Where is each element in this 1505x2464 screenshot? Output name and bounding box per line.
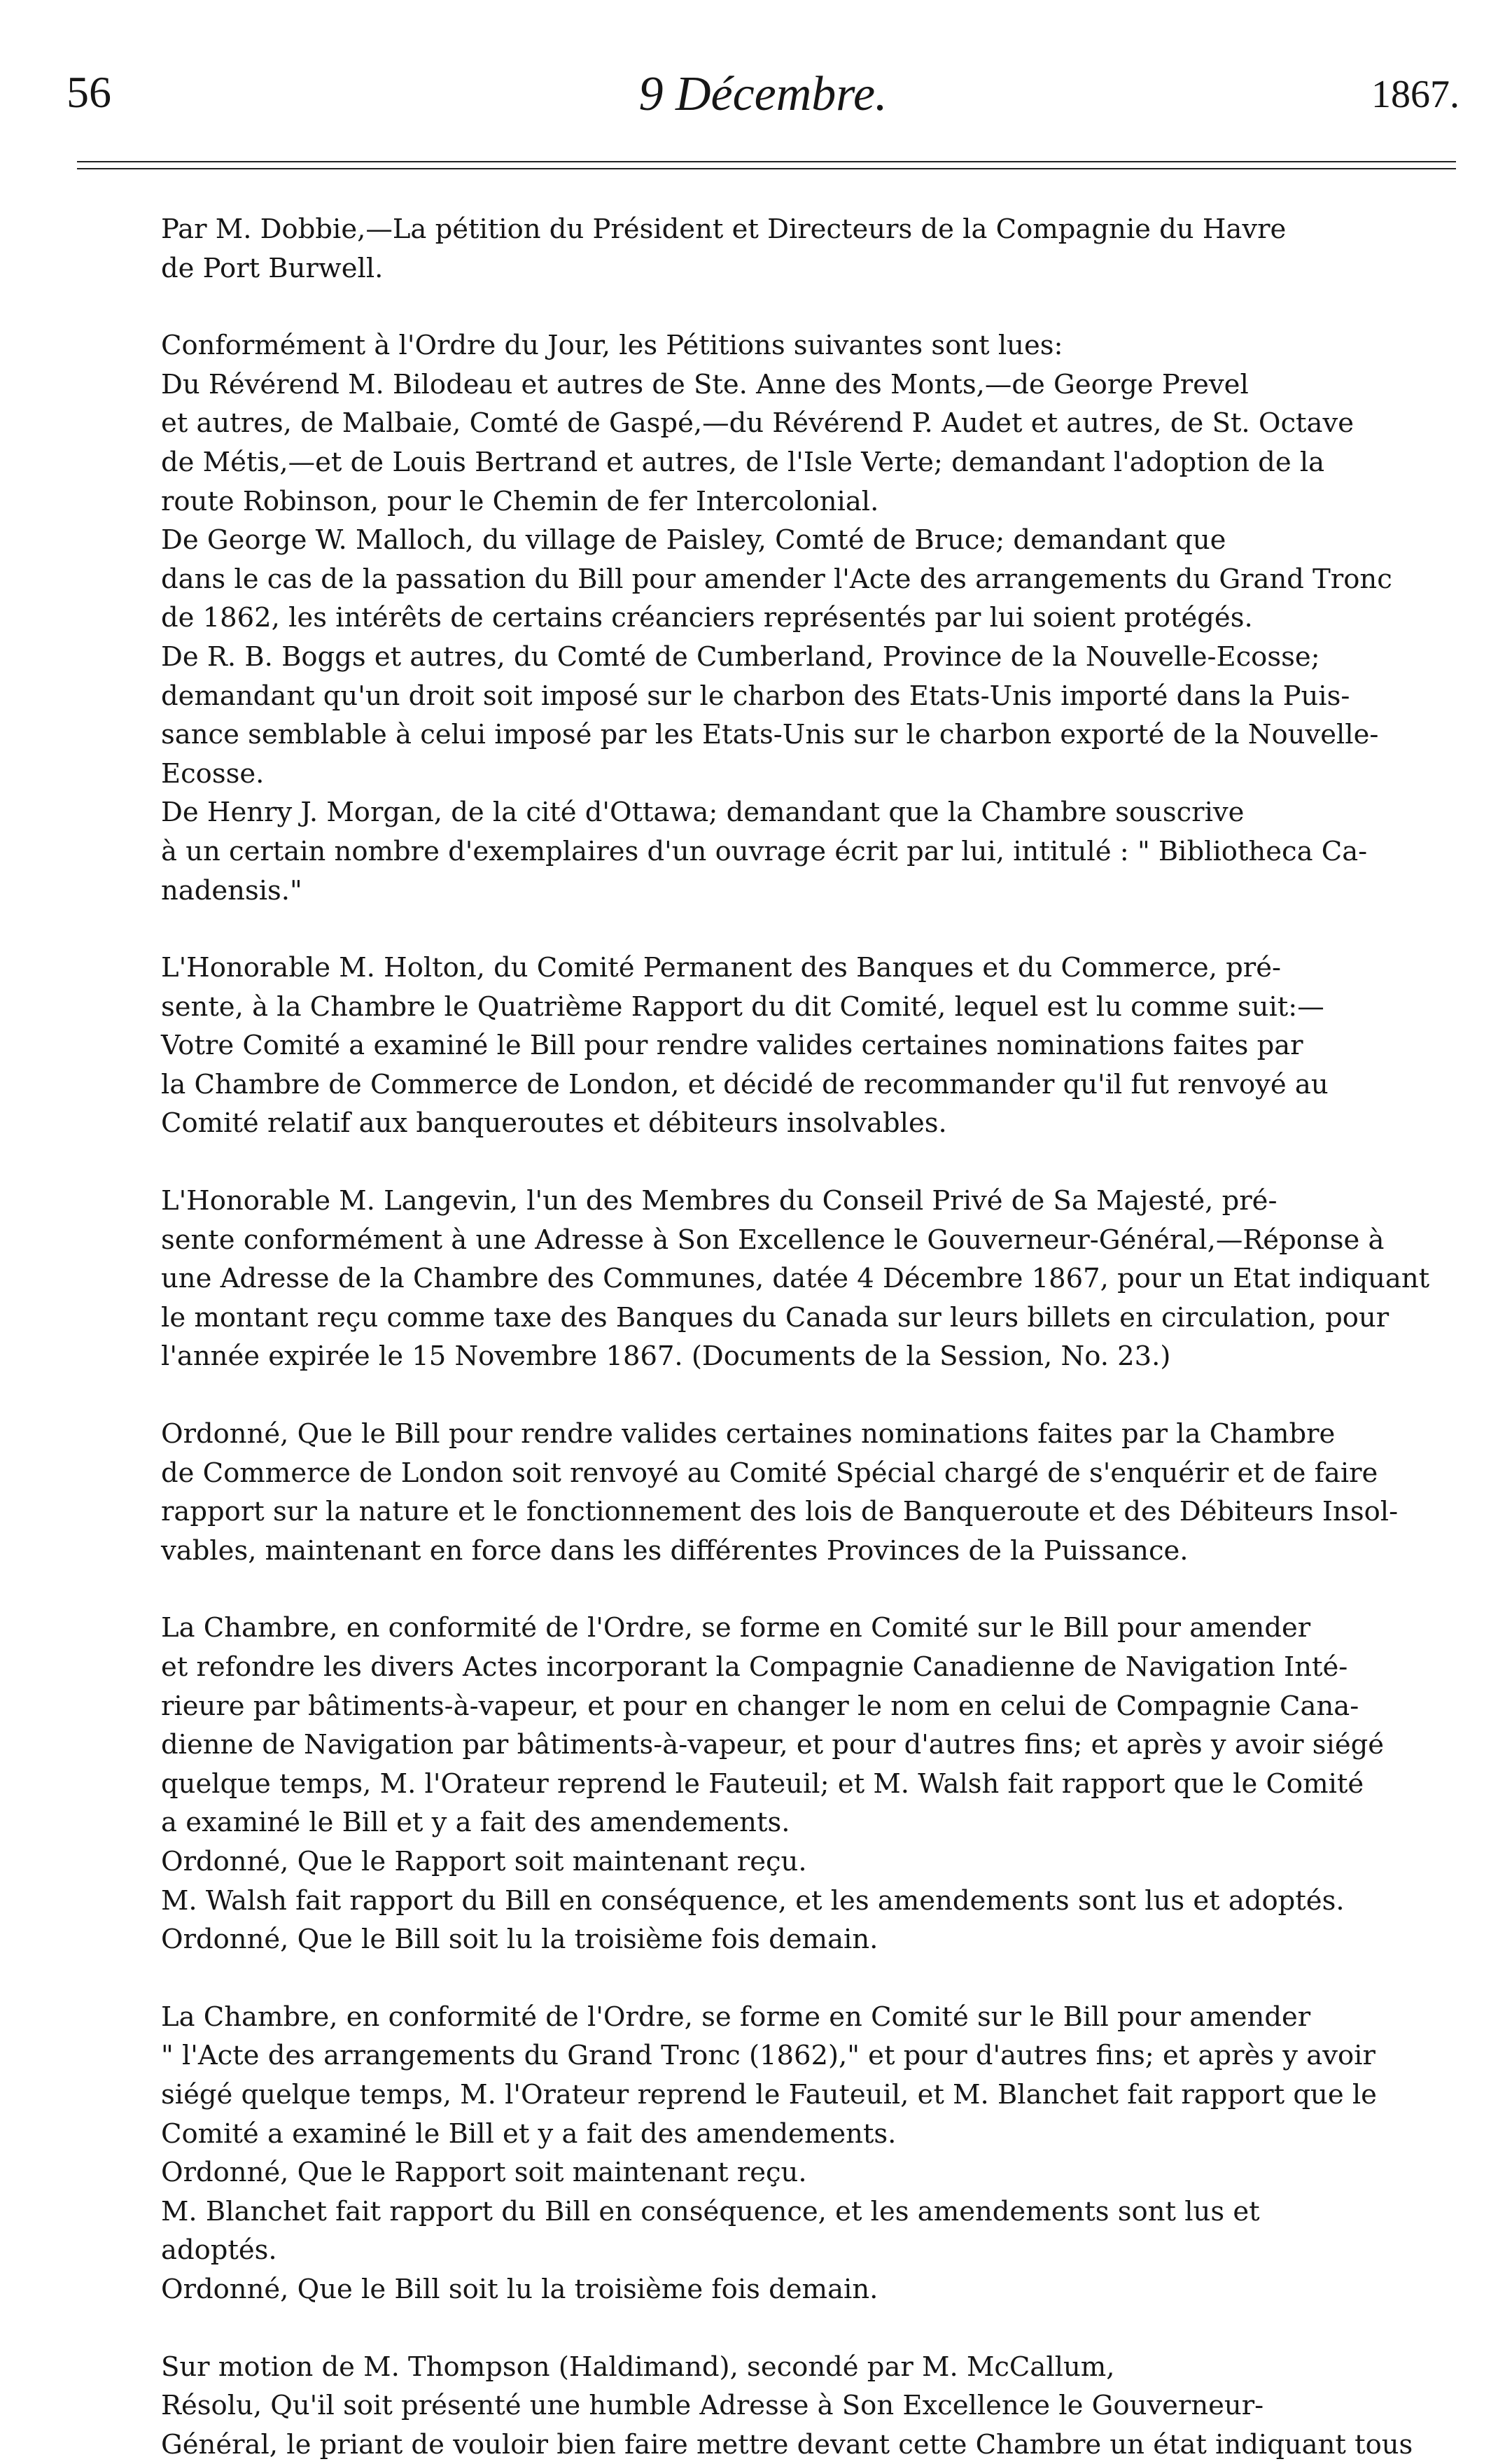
petitions-read <box>84 326 1438 521</box>
text-line: rieure par bâtiments-à-vapeur, et pour en changer le nom en celui de Compagnie Cana- <box>161 1690 1359 1722</box>
text-line: Ordonné, Que le Rapport soit maintenant reçu. <box>161 2157 807 2189</box>
journal-body <box>84 210 1438 2464</box>
text-line: quelque temps, M. l'Orateur reprend le Fauteuil; et M. Walsh fait rapport que le Comité <box>161 1768 1364 1800</box>
running-head-date: 9 Décembre. <box>638 67 888 121</box>
petition-boggs <box>84 638 1438 793</box>
text-line: M. Blanchet fait rapport du Bill en conséquence, et les amendements sont lus et <box>161 2195 1260 2227</box>
text-line: La Chambre, en conformité de l'Ordre, se forme en Comité sur le Bill pour amender <box>161 2001 1311 2033</box>
text-line: le montant reçu comme taxe des Banques du Canada sur leurs billets en circulation, pour <box>161 1301 1390 1334</box>
grand-trunk-bill-committee <box>84 1998 1438 2153</box>
text-line: rapport sur la nature et le fonctionnement des lois de Banqueroute et des Débiteurs Insol- <box>161 1496 1399 1528</box>
holton-report-intro <box>84 948 1438 1026</box>
langevin-return <box>84 1182 1438 1376</box>
text-line: et refondre les divers Actes incorporant la Compagnie Canadienne de Navigation Inté- <box>161 1651 1348 1683</box>
order-third-reading <box>84 2270 1438 2309</box>
text-line: dienne de Navigation par bâtiments-à-vapeur, et pour d'autres fins; et après y avoir siégé <box>161 1729 1385 1761</box>
text-line: et autres, de Malbaie, Comté de Gaspé,—du Révérend P. Audet et autres, de St. Octave <box>161 407 1354 440</box>
resolution-address <box>84 2386 1438 2464</box>
text-line: Ordonné, Que le Bill pour rendre valides certaines nominations faites par la Chambre <box>161 1418 1336 1450</box>
walsh-report <box>84 1882 1438 1921</box>
petition-malloch <box>84 521 1438 638</box>
text-line: adoptés. <box>161 2234 277 2267</box>
text-line: M. Walsh fait rapport du Bill en conséquence, et les amendements sont lus et adoptés. <box>161 1884 1345 1917</box>
text-line: Par M. Dobbie,—La pétition du Président et Directeurs de la Compagnie du Havre <box>161 214 1287 245</box>
text-line: Ordonné, Que le Rapport soit maintenant reçu. <box>161 1845 807 1877</box>
committee-report <box>84 1026 1438 1143</box>
running-head-year: 1867. <box>1371 73 1460 116</box>
text-line: a examiné le Bill et y a fait des amendements. <box>161 1807 790 1839</box>
text-line: sance semblable à celui imposé par les Etats-Unis sur le charbon exporté de la Nouvelle- <box>161 719 1379 751</box>
text-line: sente, à la Chambre le Quatrième Rapport du dit Comité, lequel est lu comme suit:— <box>161 990 1324 1023</box>
page-header <box>66 66 1460 130</box>
blanchet-report <box>84 2192 1438 2270</box>
text-line: Résolu, Qu'il soit présenté une humble Adresse à Son Excellence le Gouverneur- <box>161 2390 1264 2422</box>
text-line: une Adresse de la Chambre des Communes, datée 4 Décembre 1867, pour un Etat indiquant <box>161 1263 1430 1295</box>
text-line: De George W. Malloch, du village de Paisley, Comté de Bruce; demandant que <box>161 524 1226 556</box>
text-line: siégé quelque temps, M. l'Orateur reprend le Fauteuil, et M. Blanchet fait rapport que le <box>161 2078 1377 2110</box>
text-line: dans le cas de la passation du Bill pour amender l'Acte des arrangements du Grand Tronc <box>161 563 1392 595</box>
text-line: demandant qu'un droit soit imposé sur le charbon des Etats-Unis importé dans la Puis- <box>161 680 1350 712</box>
text-line: nadensis." <box>161 874 302 906</box>
text-line: Votre Comité a examiné le Bill pour rendre valides certaines nominations faites par <box>161 1030 1303 1062</box>
thompson-motion <box>84 2348 1438 2387</box>
text-line: à un certain nombre d'exemplaires d'un ouvrage écrit par lui, intitulé : " Bibliotheca Ca- <box>161 835 1368 867</box>
text-line: de Port Burwell. <box>161 252 384 284</box>
text-line: Conformément à l'Ordre du Jour, les Pétitions suivantes sont lues: <box>161 330 1063 362</box>
page-number: 56 <box>66 67 111 117</box>
text-line: l'année expirée le 15 Novembre 1867. (Documents de la Session, No. 23.) <box>161 1340 1171 1373</box>
text-line: La Chambre, en conformité de l'Ordre, se forme en Comité sur le Bill pour amender <box>161 1612 1311 1644</box>
header-rule-bottom <box>77 168 1456 169</box>
petition-dobbie <box>84 210 1438 288</box>
navigation-bill-committee <box>84 1609 1438 1842</box>
text-line: Ecosse. <box>161 757 265 790</box>
header-rule-top <box>77 161 1456 162</box>
text-line: L'Honorable M. Langevin, l'un des Membres du Conseil Privé de Sa Majesté, pré- <box>161 1185 1278 1217</box>
order-report-received <box>84 1842 1438 1882</box>
text-line: la Chambre de Commerce de London, et décidé de recommander qu'il fut renvoyé au <box>161 1068 1329 1100</box>
text-line: Comité relatif aux banqueroutes et débiteurs insolvables. <box>161 1107 947 1140</box>
text-line: Ordonné, Que le Bill soit lu la troisième fois demain. <box>161 1924 878 1956</box>
text-line: vables, maintenant en force dans les différentes Provinces de la Puissance. <box>161 1534 1189 1567</box>
text-line: Du Révérend M. Bilodeau et autres de Ste. Anne des Monts,—de George Prevel <box>161 368 1249 400</box>
text-line: L'Honorable M. Holton, du Comité Permanent des Banques et du Commerce, pré- <box>161 952 1282 984</box>
order-report-received <box>84 2153 1438 2192</box>
text-line: De Henry J. Morgan, de la cité d'Ottawa; demandant que la Chambre souscrive <box>161 797 1245 829</box>
text-line: de Métis,—et de Louis Bertrand et autres, de l'Isle Verte; demandant l'adoption de la <box>161 446 1325 478</box>
text-line: " l'Acte des arrangements du Grand Tronc (1862)," et pour d'autres fins; et après y avoir <box>161 2040 1376 2072</box>
text-line: Sur motion de M. Thompson (Haldimand), secondé par M. McCallum, <box>161 2351 1115 2383</box>
order-refer-bill <box>84 1415 1438 1570</box>
text-line: Général, le priant de vouloir bien faire mettre devant cette Chambre un état indiquant tous <box>161 2428 1413 2460</box>
text-line: de 1862, les intérêts de certains créanciers représentés par lui soient protégés. <box>161 602 1253 634</box>
text-line: Comité a examiné le Bill et y a fait des amendements. <box>161 2118 897 2150</box>
petition-morgan <box>84 793 1438 910</box>
order-third-reading <box>84 1920 1438 1959</box>
text-line: sente conformément à une Adresse à Son Excellence le Gouverneur-Général,—Réponse à <box>161 1224 1385 1256</box>
text-line: de Commerce de London soit renvoyé au Comité Spécial chargé de s'enquérir et de faire <box>161 1457 1378 1489</box>
text-line: De R. B. Boggs et autres, du Comté de Cumberland, Province de la Nouvelle-Ecosse; <box>161 640 1320 673</box>
text-line: Ordonné, Que le Bill soit lu la troisième fois demain. <box>161 2273 878 2305</box>
text-line: route Robinson, pour le Chemin de fer Intercolonial. <box>161 485 879 517</box>
